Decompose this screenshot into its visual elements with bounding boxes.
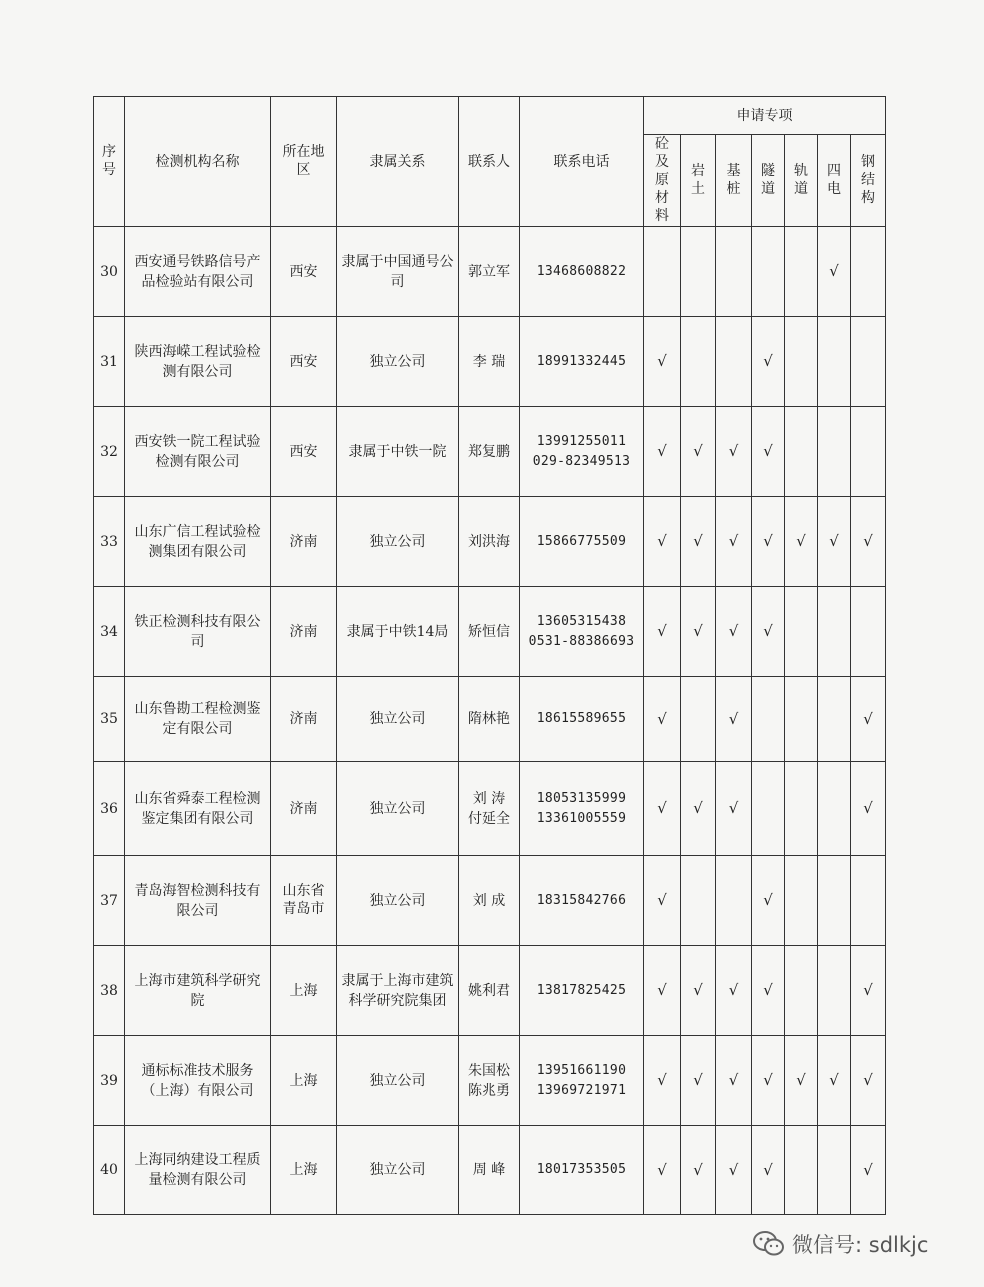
wechat-watermark bbox=[752, 1227, 928, 1261]
header-item-1: 岩土 bbox=[681, 135, 716, 227]
header-item-5: 四电 bbox=[818, 135, 851, 227]
phone-number: 18315842766 bbox=[536, 892, 627, 908]
check-mark-icon: √ bbox=[657, 799, 667, 817]
apply-item-0 bbox=[644, 317, 681, 407]
contact-phone bbox=[520, 677, 644, 762]
org-name-text: 陕西海嵘工程试验检测有限公司 bbox=[134, 343, 261, 380]
apply-item-0 bbox=[644, 677, 681, 762]
check-mark-icon: √ bbox=[763, 442, 773, 460]
region-text: 济南 bbox=[289, 800, 318, 817]
apply-item-1 bbox=[681, 407, 716, 497]
apply-item-1 bbox=[681, 1036, 716, 1126]
row-number bbox=[94, 1036, 125, 1126]
row-number bbox=[94, 407, 125, 497]
check-mark-icon: √ bbox=[763, 891, 773, 909]
apply-item-0 bbox=[644, 762, 681, 856]
check-mark-icon: √ bbox=[693, 1071, 703, 1089]
row-number-text: 32 bbox=[100, 443, 118, 460]
row-number-text: 39 bbox=[100, 1072, 118, 1089]
table-row bbox=[94, 497, 886, 587]
org-name-text: 山东广信工程试验检测集团有限公司 bbox=[134, 523, 261, 560]
org-name-text: 山东省舜泰工程检测鉴定集团有限公司 bbox=[134, 790, 261, 827]
row-number bbox=[94, 677, 125, 762]
affiliation bbox=[337, 762, 459, 856]
org-name bbox=[125, 587, 271, 677]
apply-item-3 bbox=[752, 1126, 785, 1215]
contact-phone bbox=[520, 1126, 644, 1215]
apply-item-2 bbox=[716, 677, 752, 762]
region bbox=[271, 1036, 337, 1126]
org-name-text: 上海同纳建设工程质量检测有限公司 bbox=[134, 1152, 261, 1188]
apply-item-0 bbox=[644, 1126, 681, 1215]
region bbox=[271, 677, 337, 762]
contact-person bbox=[459, 317, 520, 407]
contact-name: 郑复鹏 bbox=[468, 443, 510, 460]
contact-phone bbox=[520, 587, 644, 677]
apply-item-4 bbox=[785, 497, 818, 587]
contact-person bbox=[459, 677, 520, 762]
org-name bbox=[125, 1036, 271, 1126]
apply-item-5 bbox=[818, 762, 851, 856]
apply-item-6 bbox=[851, 677, 886, 762]
phone-number: 18053135999 bbox=[536, 790, 627, 806]
check-mark-icon: √ bbox=[728, 799, 739, 817]
affiliation-text: 独立公司 bbox=[369, 800, 426, 817]
region bbox=[271, 317, 337, 407]
phone-number: 13991255011 bbox=[536, 433, 627, 449]
contact-name: 矫恒信 bbox=[468, 623, 510, 640]
apply-item-2 bbox=[716, 856, 752, 946]
table-row bbox=[94, 317, 886, 407]
check-mark-icon: √ bbox=[763, 622, 773, 640]
apply-item-1 bbox=[681, 1126, 716, 1215]
row-number-text: 34 bbox=[100, 623, 118, 640]
contact-phone bbox=[520, 946, 644, 1036]
check-mark-icon: √ bbox=[863, 799, 873, 817]
check-mark-icon: √ bbox=[863, 709, 873, 728]
apply-item-6 bbox=[851, 856, 886, 946]
apply-item-0 bbox=[644, 497, 681, 587]
contact-name: 刘洪海 bbox=[468, 533, 510, 550]
affiliation-text: 独立公司 bbox=[369, 353, 426, 370]
apply-item-4 bbox=[785, 227, 818, 317]
check-mark-icon: √ bbox=[763, 352, 773, 370]
row-number-text: 38 bbox=[100, 982, 118, 999]
contact-person bbox=[459, 762, 520, 856]
org-name bbox=[125, 227, 271, 317]
contact-person bbox=[459, 856, 520, 946]
contact-person bbox=[459, 1036, 520, 1126]
contact-phone bbox=[520, 1036, 644, 1126]
affiliation-text: 隶属于中铁14局 bbox=[346, 623, 449, 640]
row-number-text: 33 bbox=[100, 533, 118, 550]
phone-number: 15866775509 bbox=[536, 533, 627, 549]
apply-item-3 bbox=[752, 587, 785, 677]
contact-name: 李 瑞 bbox=[472, 353, 506, 370]
check-mark-icon: √ bbox=[693, 1160, 703, 1179]
affiliation bbox=[337, 946, 459, 1036]
header-item-4: 轨道 bbox=[785, 135, 818, 227]
affiliation bbox=[337, 856, 459, 946]
affiliation bbox=[337, 317, 459, 407]
org-name bbox=[125, 1126, 271, 1215]
apply-item-1 bbox=[681, 677, 716, 762]
affiliation bbox=[337, 587, 459, 677]
check-mark-icon: √ bbox=[763, 1071, 773, 1089]
region-text: 西安 bbox=[289, 353, 318, 370]
apply-item-2 bbox=[716, 946, 752, 1036]
apply-item-5 bbox=[818, 677, 851, 762]
region-text: 西安 bbox=[289, 443, 318, 460]
org-name bbox=[125, 407, 271, 497]
check-mark-icon: √ bbox=[657, 532, 667, 550]
affiliation-text: 独立公司 bbox=[369, 892, 426, 909]
apply-item-1 bbox=[681, 946, 716, 1036]
apply-item-0 bbox=[644, 407, 681, 497]
affiliation bbox=[337, 677, 459, 762]
contact-name: 隋林艳 bbox=[468, 711, 510, 727]
check-mark-icon: √ bbox=[728, 1160, 739, 1179]
apply-item-2 bbox=[716, 407, 752, 497]
contact-name: 周 峰 bbox=[472, 1162, 506, 1178]
org-name bbox=[125, 762, 271, 856]
row-number-text: 40 bbox=[100, 1162, 118, 1178]
apply-item-4 bbox=[785, 1126, 818, 1215]
phone-number: 029-82349513 bbox=[532, 453, 631, 469]
phone-number: 0531-88386693 bbox=[528, 633, 635, 649]
phone-number: 18017353505 bbox=[536, 1162, 627, 1177]
row-number bbox=[94, 317, 125, 407]
row-number bbox=[94, 762, 125, 856]
header-item-3: 隧道 bbox=[752, 135, 785, 227]
region-text: 济南 bbox=[289, 623, 318, 640]
apply-item-4 bbox=[785, 587, 818, 677]
apply-item-4 bbox=[785, 856, 818, 946]
inspection-agency-table bbox=[93, 96, 886, 1215]
apply-item-6 bbox=[851, 1036, 886, 1126]
check-mark-icon: √ bbox=[693, 981, 703, 999]
check-mark-icon: √ bbox=[657, 622, 667, 640]
check-mark-icon: √ bbox=[728, 532, 739, 550]
affiliation-text: 隶属于上海市建筑科学研究院集团 bbox=[341, 972, 454, 1009]
apply-item-2 bbox=[716, 587, 752, 677]
apply-item-0 bbox=[644, 946, 681, 1036]
apply-item-3 bbox=[752, 856, 785, 946]
org-name-text: 铁正检测科技有限公司 bbox=[134, 613, 261, 650]
apply-item-1 bbox=[681, 227, 716, 317]
apply-item-2 bbox=[716, 497, 752, 587]
affiliation bbox=[337, 407, 459, 497]
apply-item-3 bbox=[752, 497, 785, 587]
check-mark-icon: √ bbox=[763, 981, 773, 999]
contact-name: 朱国松 bbox=[468, 1062, 510, 1079]
check-mark-icon: √ bbox=[657, 891, 667, 909]
contact-name: 付延全 bbox=[468, 810, 510, 827]
apply-item-4 bbox=[785, 407, 818, 497]
region bbox=[271, 946, 337, 1036]
apply-item-6 bbox=[851, 317, 886, 407]
region bbox=[271, 407, 337, 497]
contact-person bbox=[459, 497, 520, 587]
table-row bbox=[94, 587, 886, 677]
region-text: 西安 bbox=[289, 263, 318, 280]
row-number-text: 37 bbox=[100, 892, 118, 909]
header-contact: 联系人 bbox=[459, 97, 520, 227]
contact-phone bbox=[520, 762, 644, 856]
row-number bbox=[94, 497, 125, 587]
header-apply-group: 申请专项 bbox=[644, 97, 886, 135]
row-number-text: 30 bbox=[100, 263, 118, 280]
region bbox=[271, 856, 337, 946]
org-name-text: 青岛海智检测科技有限公司 bbox=[134, 882, 261, 919]
table-row bbox=[94, 946, 886, 1036]
org-name-text: 上海市建筑科学研究院 bbox=[134, 972, 261, 1009]
apply-item-1 bbox=[681, 497, 716, 587]
row-number bbox=[94, 856, 125, 946]
wechat-icon bbox=[752, 1229, 786, 1259]
check-mark-icon: √ bbox=[693, 442, 703, 460]
apply-item-5 bbox=[818, 407, 851, 497]
affiliation-text: 隶属于中国通号公司 bbox=[341, 253, 454, 290]
region-text: 上海 bbox=[289, 1162, 318, 1178]
apply-item-5 bbox=[818, 497, 851, 587]
contact-phone bbox=[520, 497, 644, 587]
region-text: 上海 bbox=[289, 1072, 318, 1089]
apply-item-1 bbox=[681, 856, 716, 946]
apply-item-6 bbox=[851, 1126, 886, 1215]
apply-item-3 bbox=[752, 227, 785, 317]
phone-number: 18615589655 bbox=[536, 711, 627, 726]
apply-item-6 bbox=[851, 762, 886, 856]
phone-number: 18991332445 bbox=[536, 353, 627, 369]
check-mark-icon: √ bbox=[657, 981, 667, 999]
header-seq: 序号 bbox=[94, 97, 125, 227]
header-phone: 联系电话 bbox=[520, 97, 644, 227]
org-name bbox=[125, 856, 271, 946]
header-item-2: 基桩 bbox=[716, 135, 752, 227]
apply-item-1 bbox=[681, 317, 716, 407]
check-mark-icon: √ bbox=[728, 1071, 739, 1089]
apply-item-2 bbox=[716, 762, 752, 856]
apply-item-5 bbox=[818, 317, 851, 407]
table-row bbox=[94, 1036, 886, 1126]
contact-person bbox=[459, 946, 520, 1036]
affiliation-text: 独立公司 bbox=[369, 533, 426, 550]
region bbox=[271, 497, 337, 587]
apply-item-3 bbox=[752, 317, 785, 407]
check-mark-icon: √ bbox=[863, 1071, 873, 1089]
affiliation-text: 独立公司 bbox=[369, 1162, 426, 1178]
apply-item-0 bbox=[644, 587, 681, 677]
check-mark-icon: √ bbox=[728, 442, 739, 460]
phone-number: 13605315438 bbox=[536, 613, 627, 629]
apply-item-2 bbox=[716, 317, 752, 407]
check-mark-icon: √ bbox=[728, 981, 739, 999]
row-number bbox=[94, 587, 125, 677]
check-mark-icon: √ bbox=[693, 532, 703, 550]
check-mark-icon: √ bbox=[657, 352, 667, 370]
check-mark-icon: √ bbox=[657, 442, 667, 460]
check-mark-icon: √ bbox=[863, 981, 873, 999]
apply-item-5 bbox=[818, 1126, 851, 1215]
apply-item-6 bbox=[851, 946, 886, 1036]
table-row bbox=[94, 227, 886, 317]
check-mark-icon: √ bbox=[728, 709, 739, 728]
table-row bbox=[94, 407, 886, 497]
check-mark-icon: √ bbox=[693, 799, 703, 817]
apply-item-4 bbox=[785, 317, 818, 407]
apply-item-0 bbox=[644, 856, 681, 946]
contact-phone bbox=[520, 227, 644, 317]
check-mark-icon: √ bbox=[728, 622, 739, 640]
org-name-text: 通标标准技术服务（上海）有限公司 bbox=[141, 1062, 254, 1099]
org-name-text: 西安通号铁路信号产品检验站有限公司 bbox=[134, 253, 261, 290]
contact-phone bbox=[520, 856, 644, 946]
check-mark-icon: √ bbox=[829, 1071, 839, 1089]
check-mark-icon: √ bbox=[829, 262, 839, 280]
check-mark-icon: √ bbox=[863, 532, 873, 550]
check-mark-icon: √ bbox=[657, 1160, 667, 1179]
apply-item-1 bbox=[681, 587, 716, 677]
org-name bbox=[125, 946, 271, 1036]
phone-number: 13951661190 bbox=[536, 1062, 627, 1078]
phone-number: 13361005559 bbox=[536, 810, 627, 826]
apply-item-6 bbox=[851, 587, 886, 677]
check-mark-icon: √ bbox=[829, 532, 839, 550]
apply-item-3 bbox=[752, 1036, 785, 1126]
org-name-text: 西安铁一院工程试验检测有限公司 bbox=[134, 433, 261, 470]
apply-item-6 bbox=[851, 407, 886, 497]
check-mark-icon: √ bbox=[763, 532, 773, 550]
affiliation bbox=[337, 1126, 459, 1215]
table-row bbox=[94, 856, 886, 946]
check-mark-icon: √ bbox=[693, 622, 703, 640]
apply-item-4 bbox=[785, 762, 818, 856]
apply-item-6 bbox=[851, 497, 886, 587]
check-mark-icon: √ bbox=[796, 1071, 806, 1089]
table-row bbox=[94, 762, 886, 856]
row-number-text: 31 bbox=[100, 353, 118, 370]
check-mark-icon: √ bbox=[796, 532, 806, 550]
phone-number: 13468608822 bbox=[536, 263, 627, 279]
table-row bbox=[94, 1126, 886, 1215]
affiliation-text: 独立公司 bbox=[369, 711, 426, 727]
apply-item-3 bbox=[752, 677, 785, 762]
contact-person bbox=[459, 407, 520, 497]
contact-name: 姚利君 bbox=[468, 982, 510, 999]
apply-item-0 bbox=[644, 227, 681, 317]
region bbox=[271, 227, 337, 317]
check-mark-icon: √ bbox=[657, 709, 667, 728]
apply-item-5 bbox=[818, 946, 851, 1036]
contact-person bbox=[459, 1126, 520, 1215]
affiliation bbox=[337, 497, 459, 587]
phone-number: 13969721971 bbox=[536, 1082, 627, 1098]
contact-person bbox=[459, 587, 520, 677]
apply-item-0 bbox=[644, 1036, 681, 1126]
row-number bbox=[94, 227, 125, 317]
contact-name: 刘 涛 bbox=[472, 790, 506, 807]
region-text: 济南 bbox=[289, 533, 318, 550]
phone-number: 13817825425 bbox=[536, 982, 627, 998]
contact-phone bbox=[520, 407, 644, 497]
table-row bbox=[94, 677, 886, 762]
region-text: 上海 bbox=[289, 982, 318, 999]
org-name bbox=[125, 497, 271, 587]
row-number-text: 35 bbox=[100, 711, 118, 727]
apply-item-2 bbox=[716, 1036, 752, 1126]
header-item-0: 砼及原材料 bbox=[644, 135, 681, 227]
apply-item-5 bbox=[818, 856, 851, 946]
affiliation bbox=[337, 1036, 459, 1126]
apply-item-1 bbox=[681, 762, 716, 856]
apply-item-3 bbox=[752, 946, 785, 1036]
org-name bbox=[125, 317, 271, 407]
row-number bbox=[94, 1126, 125, 1215]
apply-item-2 bbox=[716, 1126, 752, 1215]
row-number-text: 36 bbox=[100, 800, 118, 817]
row-number bbox=[94, 946, 125, 1036]
apply-item-5 bbox=[818, 1036, 851, 1126]
apply-item-2 bbox=[716, 227, 752, 317]
header-region: 所在地区 bbox=[271, 97, 337, 227]
region-text: 济南 bbox=[289, 711, 318, 727]
org-name-text: 山东鲁勘工程检测鉴定有限公司 bbox=[134, 701, 261, 737]
check-mark-icon: √ bbox=[657, 1071, 667, 1089]
contact-person bbox=[459, 227, 520, 317]
org-name bbox=[125, 677, 271, 762]
header-org-name: 检测机构名称 bbox=[125, 97, 271, 227]
apply-item-4 bbox=[785, 677, 818, 762]
affiliation bbox=[337, 227, 459, 317]
contact-phone bbox=[520, 317, 644, 407]
check-mark-icon: √ bbox=[863, 1160, 873, 1179]
apply-item-3 bbox=[752, 762, 785, 856]
apply-item-3 bbox=[752, 407, 785, 497]
region bbox=[271, 762, 337, 856]
header-affiliation: 隶属关系 bbox=[337, 97, 459, 227]
region-text: 山东省青岛市 bbox=[282, 883, 325, 917]
contact-name: 刘 成 bbox=[472, 892, 506, 909]
affiliation-text: 独立公司 bbox=[369, 1072, 426, 1089]
apply-item-5 bbox=[818, 587, 851, 677]
contact-name: 陈兆勇 bbox=[468, 1082, 510, 1099]
apply-item-4 bbox=[785, 946, 818, 1036]
apply-item-4 bbox=[785, 1036, 818, 1126]
watermark-text: 微信号: sdlkjc bbox=[792, 1233, 929, 1257]
apply-item-5 bbox=[818, 227, 851, 317]
header-item-6: 钢结构 bbox=[851, 135, 886, 227]
contact-name: 郭立军 bbox=[468, 263, 510, 280]
apply-item-6 bbox=[851, 227, 886, 317]
affiliation-text: 隶属于中铁一院 bbox=[348, 443, 447, 460]
check-mark-icon: √ bbox=[763, 1160, 773, 1179]
region bbox=[271, 1126, 337, 1215]
region bbox=[271, 587, 337, 677]
